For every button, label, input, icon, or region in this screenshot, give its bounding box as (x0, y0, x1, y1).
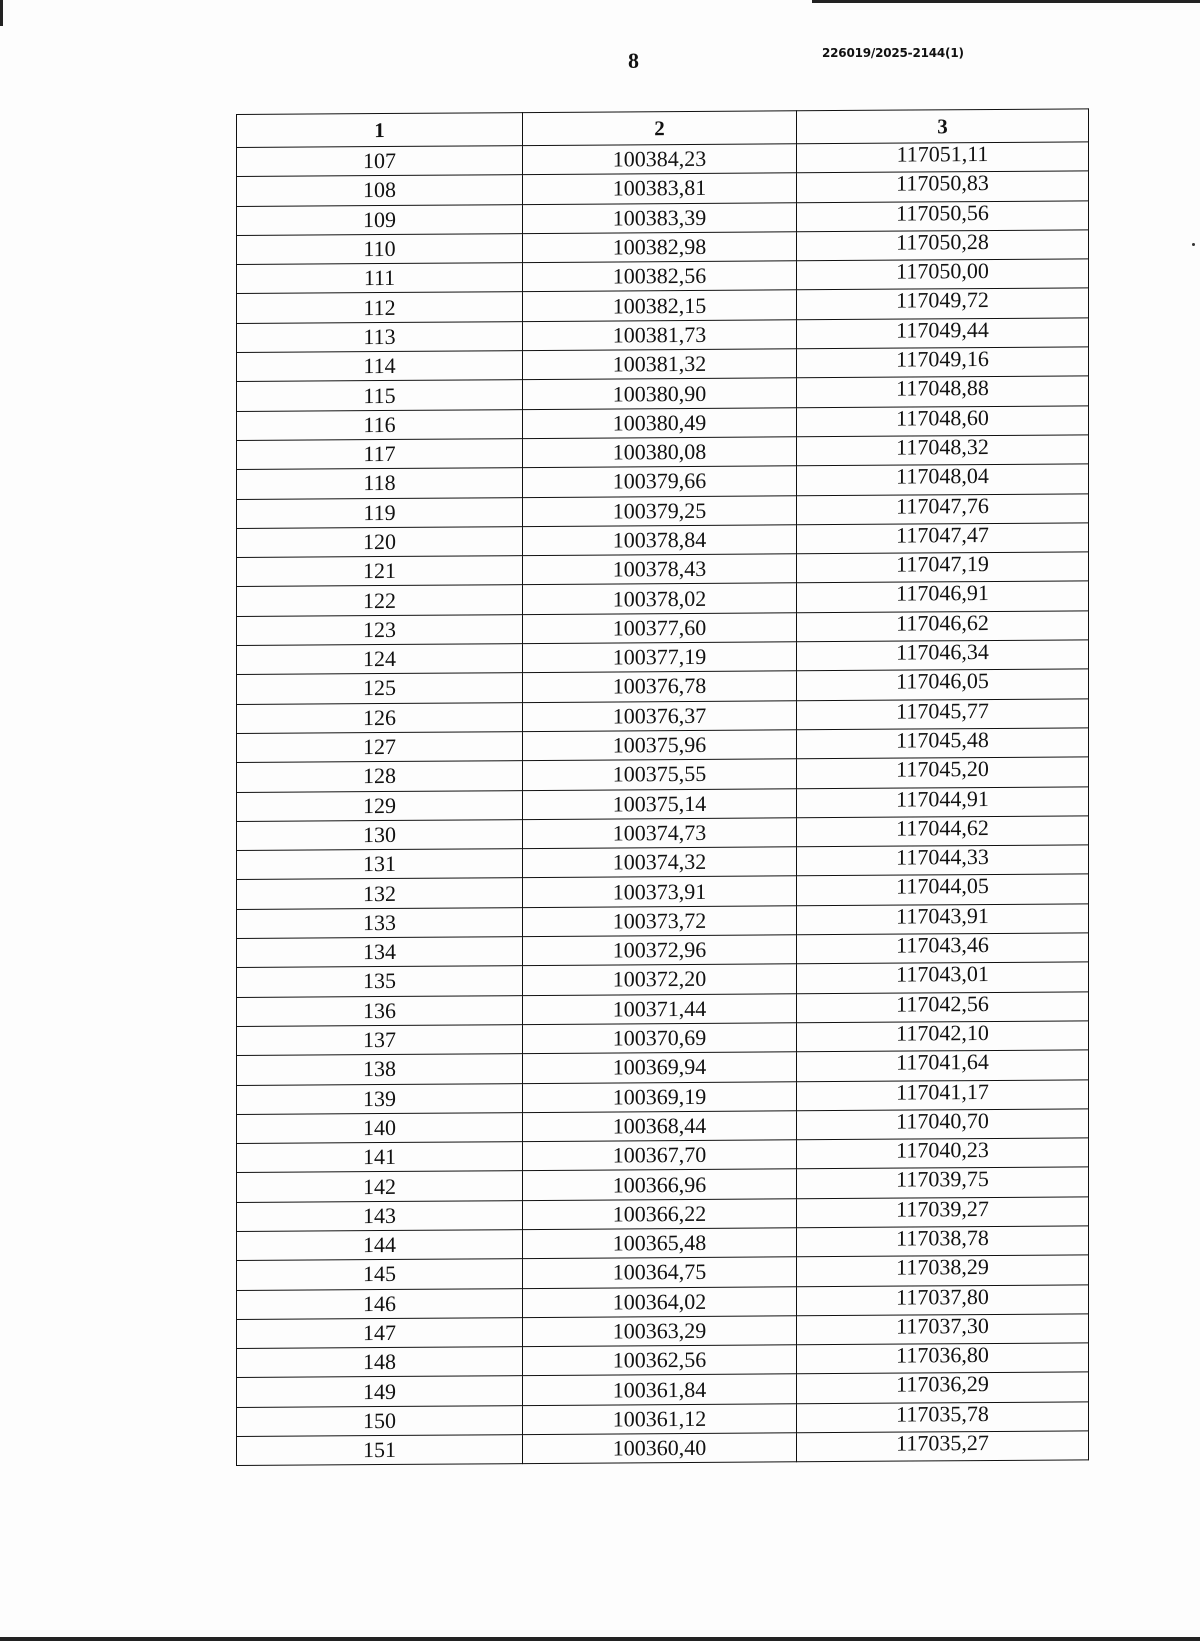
y-coordinate-cell: 117045,20 (797, 757, 1089, 788)
scan-bottom-border (0, 1637, 1200, 1641)
y-coordinate-cell: 117046,62 (797, 611, 1089, 642)
x-coordinate-cell: 100375,96 (523, 730, 797, 761)
x-coordinate-cell: 100364,02 (523, 1286, 797, 1317)
point-number-cell: 114 (237, 351, 523, 382)
point-number-cell: 123 (237, 614, 523, 645)
x-coordinate-cell: 100380,90 (523, 378, 797, 409)
column-header-1: 1 (237, 113, 523, 148)
x-coordinate-cell: 100382,56 (523, 261, 797, 292)
x-coordinate-cell: 100367,70 (523, 1140, 797, 1171)
column-header-2: 2 (523, 111, 797, 146)
point-number-cell: 119 (237, 497, 523, 528)
point-number-cell: 109 (237, 204, 523, 235)
x-coordinate-cell: 100377,19 (523, 642, 797, 673)
x-coordinate-cell: 100362,56 (523, 1345, 797, 1376)
point-number-cell: 151 (237, 1435, 523, 1466)
x-coordinate-cell: 100374,73 (523, 818, 797, 849)
point-number-cell: 131 (237, 849, 523, 880)
point-number-cell: 116 (237, 409, 523, 440)
x-coordinate-cell: 100368,44 (523, 1111, 797, 1142)
y-coordinate-cell: 117048,88 (797, 376, 1089, 407)
x-coordinate-cell: 100381,73 (523, 320, 797, 351)
table-body (237, 142, 1089, 1466)
point-number-cell: 148 (237, 1347, 523, 1378)
x-coordinate-cell: 100366,96 (523, 1169, 797, 1200)
x-coordinate-cell: 100361,12 (523, 1404, 797, 1435)
x-coordinate-cell: 100378,02 (523, 583, 797, 614)
x-coordinate-cell: 100375,55 (523, 759, 797, 790)
y-coordinate-cell: 117050,56 (797, 200, 1089, 231)
y-coordinate-cell: 117050,00 (797, 259, 1089, 290)
y-coordinate-cell: 117044,33 (797, 845, 1089, 876)
x-coordinate-cell: 100384,23 (523, 144, 797, 175)
y-coordinate-cell: 117042,56 (797, 991, 1089, 1022)
x-coordinate-cell: 100376,37 (523, 700, 797, 731)
y-coordinate-cell: 117048,04 (797, 464, 1089, 495)
point-number-cell: 142 (237, 1171, 523, 1202)
x-coordinate-cell: 100379,25 (523, 495, 797, 526)
y-coordinate-cell: 117045,77 (797, 698, 1089, 729)
point-number-cell: 130 (237, 819, 523, 850)
point-number-cell: 129 (237, 790, 523, 821)
y-coordinate-cell: 117046,05 (797, 669, 1089, 700)
x-coordinate-cell: 100369,19 (523, 1081, 797, 1112)
point-number-cell: 133 (237, 907, 523, 938)
point-number-cell: 146 (237, 1288, 523, 1319)
x-coordinate-cell: 100375,14 (523, 788, 797, 819)
y-coordinate-cell: 117040,70 (797, 1109, 1089, 1140)
x-coordinate-cell: 100376,78 (523, 671, 797, 702)
document-reference: 226019/2025-2144(1) (822, 46, 964, 60)
x-coordinate-cell: 100373,91 (523, 876, 797, 907)
x-coordinate-cell: 100381,32 (523, 349, 797, 380)
x-coordinate-cell: 100361,84 (523, 1374, 797, 1405)
point-number-cell: 125 (237, 673, 523, 704)
table-row (237, 1431, 1089, 1466)
x-coordinate-cell: 100382,98 (523, 232, 797, 263)
y-coordinate-cell: 117039,75 (797, 1167, 1089, 1198)
x-coordinate-cell: 100380,08 (523, 437, 797, 468)
y-coordinate-cell: 117038,78 (797, 1226, 1089, 1257)
point-number-cell: 115 (237, 380, 523, 411)
point-number-cell: 128 (237, 761, 523, 792)
point-number-cell: 149 (237, 1376, 523, 1407)
y-coordinate-cell: 117035,78 (797, 1402, 1089, 1433)
y-coordinate-cell: 117039,27 (797, 1197, 1089, 1228)
y-coordinate-cell: 117049,44 (797, 318, 1089, 349)
y-coordinate-cell: 117046,91 (797, 581, 1089, 612)
page-number: 8 (628, 48, 639, 73)
y-coordinate-cell: 117047,76 (797, 493, 1089, 524)
point-number-cell: 134 (237, 937, 523, 968)
point-number-cell: 127 (237, 732, 523, 763)
point-number-cell: 135 (237, 966, 523, 997)
point-number-cell: 150 (237, 1405, 523, 1436)
y-coordinate-cell: 117048,32 (797, 435, 1089, 466)
y-coordinate-cell: 117043,91 (797, 904, 1089, 935)
scan-speck (1192, 243, 1195, 246)
point-number-cell: 136 (237, 995, 523, 1026)
x-coordinate-cell: 100378,43 (523, 554, 797, 585)
point-number-cell: 120 (237, 526, 523, 557)
y-coordinate-cell: 117038,29 (797, 1255, 1089, 1286)
y-coordinate-cell: 117049,72 (797, 288, 1089, 319)
x-coordinate-cell: 100377,60 (523, 613, 797, 644)
point-number-cell: 126 (237, 702, 523, 733)
coordinates-table (236, 108, 1089, 1466)
y-coordinate-cell: 117047,47 (797, 523, 1089, 554)
point-number-cell: 147 (237, 1317, 523, 1348)
column-header-3: 3 (797, 109, 1089, 144)
y-coordinate-cell: 117041,64 (797, 1050, 1089, 1081)
y-coordinate-cell: 117035,27 (797, 1431, 1089, 1462)
y-coordinate-cell: 117044,05 (797, 874, 1089, 905)
y-coordinate-cell: 117045,48 (797, 728, 1089, 759)
x-coordinate-cell: 100371,44 (523, 993, 797, 1024)
x-coordinate-cell: 100360,40 (523, 1433, 797, 1464)
x-coordinate-cell: 100364,75 (523, 1257, 797, 1288)
y-coordinate-cell: 117037,30 (797, 1314, 1089, 1345)
point-number-cell: 111 (237, 263, 523, 294)
y-coordinate-cell: 117049,16 (797, 347, 1089, 378)
point-number-cell: 144 (237, 1230, 523, 1261)
y-coordinate-cell: 117036,29 (797, 1372, 1089, 1403)
x-coordinate-cell: 100363,29 (523, 1316, 797, 1347)
x-coordinate-cell: 100378,84 (523, 525, 797, 556)
point-number-cell: 145 (237, 1259, 523, 1290)
x-coordinate-cell: 100369,94 (523, 1052, 797, 1083)
x-coordinate-cell: 100382,15 (523, 290, 797, 321)
x-coordinate-cell: 100383,39 (523, 202, 797, 233)
coordinates-table-container (236, 108, 1088, 1466)
x-coordinate-cell: 100370,69 (523, 1023, 797, 1054)
point-number-cell: 113 (237, 321, 523, 352)
scan-edge-mark (0, 0, 3, 26)
point-number-cell: 141 (237, 1142, 523, 1173)
y-coordinate-cell: 117044,62 (797, 816, 1089, 847)
x-coordinate-cell: 100366,22 (523, 1198, 797, 1229)
point-number-cell: 138 (237, 1054, 523, 1085)
x-coordinate-cell: 100383,81 (523, 173, 797, 204)
point-number-cell: 137 (237, 1025, 523, 1056)
y-coordinate-cell: 117043,46 (797, 933, 1089, 964)
y-coordinate-cell: 117042,10 (797, 1021, 1089, 1052)
x-coordinate-cell: 100372,96 (523, 935, 797, 966)
y-coordinate-cell: 117046,34 (797, 640, 1089, 671)
point-number-cell: 143 (237, 1200, 523, 1231)
y-coordinate-cell: 117050,83 (797, 171, 1089, 202)
point-number-cell: 117 (237, 439, 523, 470)
point-number-cell: 112 (237, 292, 523, 323)
x-coordinate-cell: 100372,20 (523, 964, 797, 995)
point-number-cell: 110 (237, 233, 523, 264)
point-number-cell: 122 (237, 585, 523, 616)
y-coordinate-cell: 117043,01 (797, 962, 1089, 993)
scan-top-border (812, 0, 1200, 3)
x-coordinate-cell: 100380,49 (523, 407, 797, 438)
point-number-cell: 132 (237, 878, 523, 909)
point-number-cell: 121 (237, 556, 523, 587)
y-coordinate-cell: 117044,91 (797, 786, 1089, 817)
y-coordinate-cell: 117051,11 (797, 142, 1089, 173)
x-coordinate-cell: 100373,72 (523, 906, 797, 937)
x-coordinate-cell: 100374,32 (523, 847, 797, 878)
point-number-cell: 124 (237, 644, 523, 675)
y-coordinate-cell: 117047,19 (797, 552, 1089, 583)
y-coordinate-cell: 117036,80 (797, 1343, 1089, 1374)
point-number-cell: 118 (237, 468, 523, 499)
point-number-cell: 139 (237, 1083, 523, 1114)
x-coordinate-cell: 100379,66 (523, 466, 797, 497)
x-coordinate-cell: 100365,48 (523, 1228, 797, 1259)
point-number-cell: 107 (237, 146, 523, 177)
y-coordinate-cell: 117048,60 (797, 406, 1089, 437)
y-coordinate-cell: 117050,28 (797, 230, 1089, 261)
y-coordinate-cell: 117040,23 (797, 1138, 1089, 1169)
y-coordinate-cell: 117037,80 (797, 1284, 1089, 1315)
y-coordinate-cell: 117041,17 (797, 1079, 1089, 1110)
point-number-cell: 140 (237, 1112, 523, 1143)
point-number-cell: 108 (237, 175, 523, 206)
